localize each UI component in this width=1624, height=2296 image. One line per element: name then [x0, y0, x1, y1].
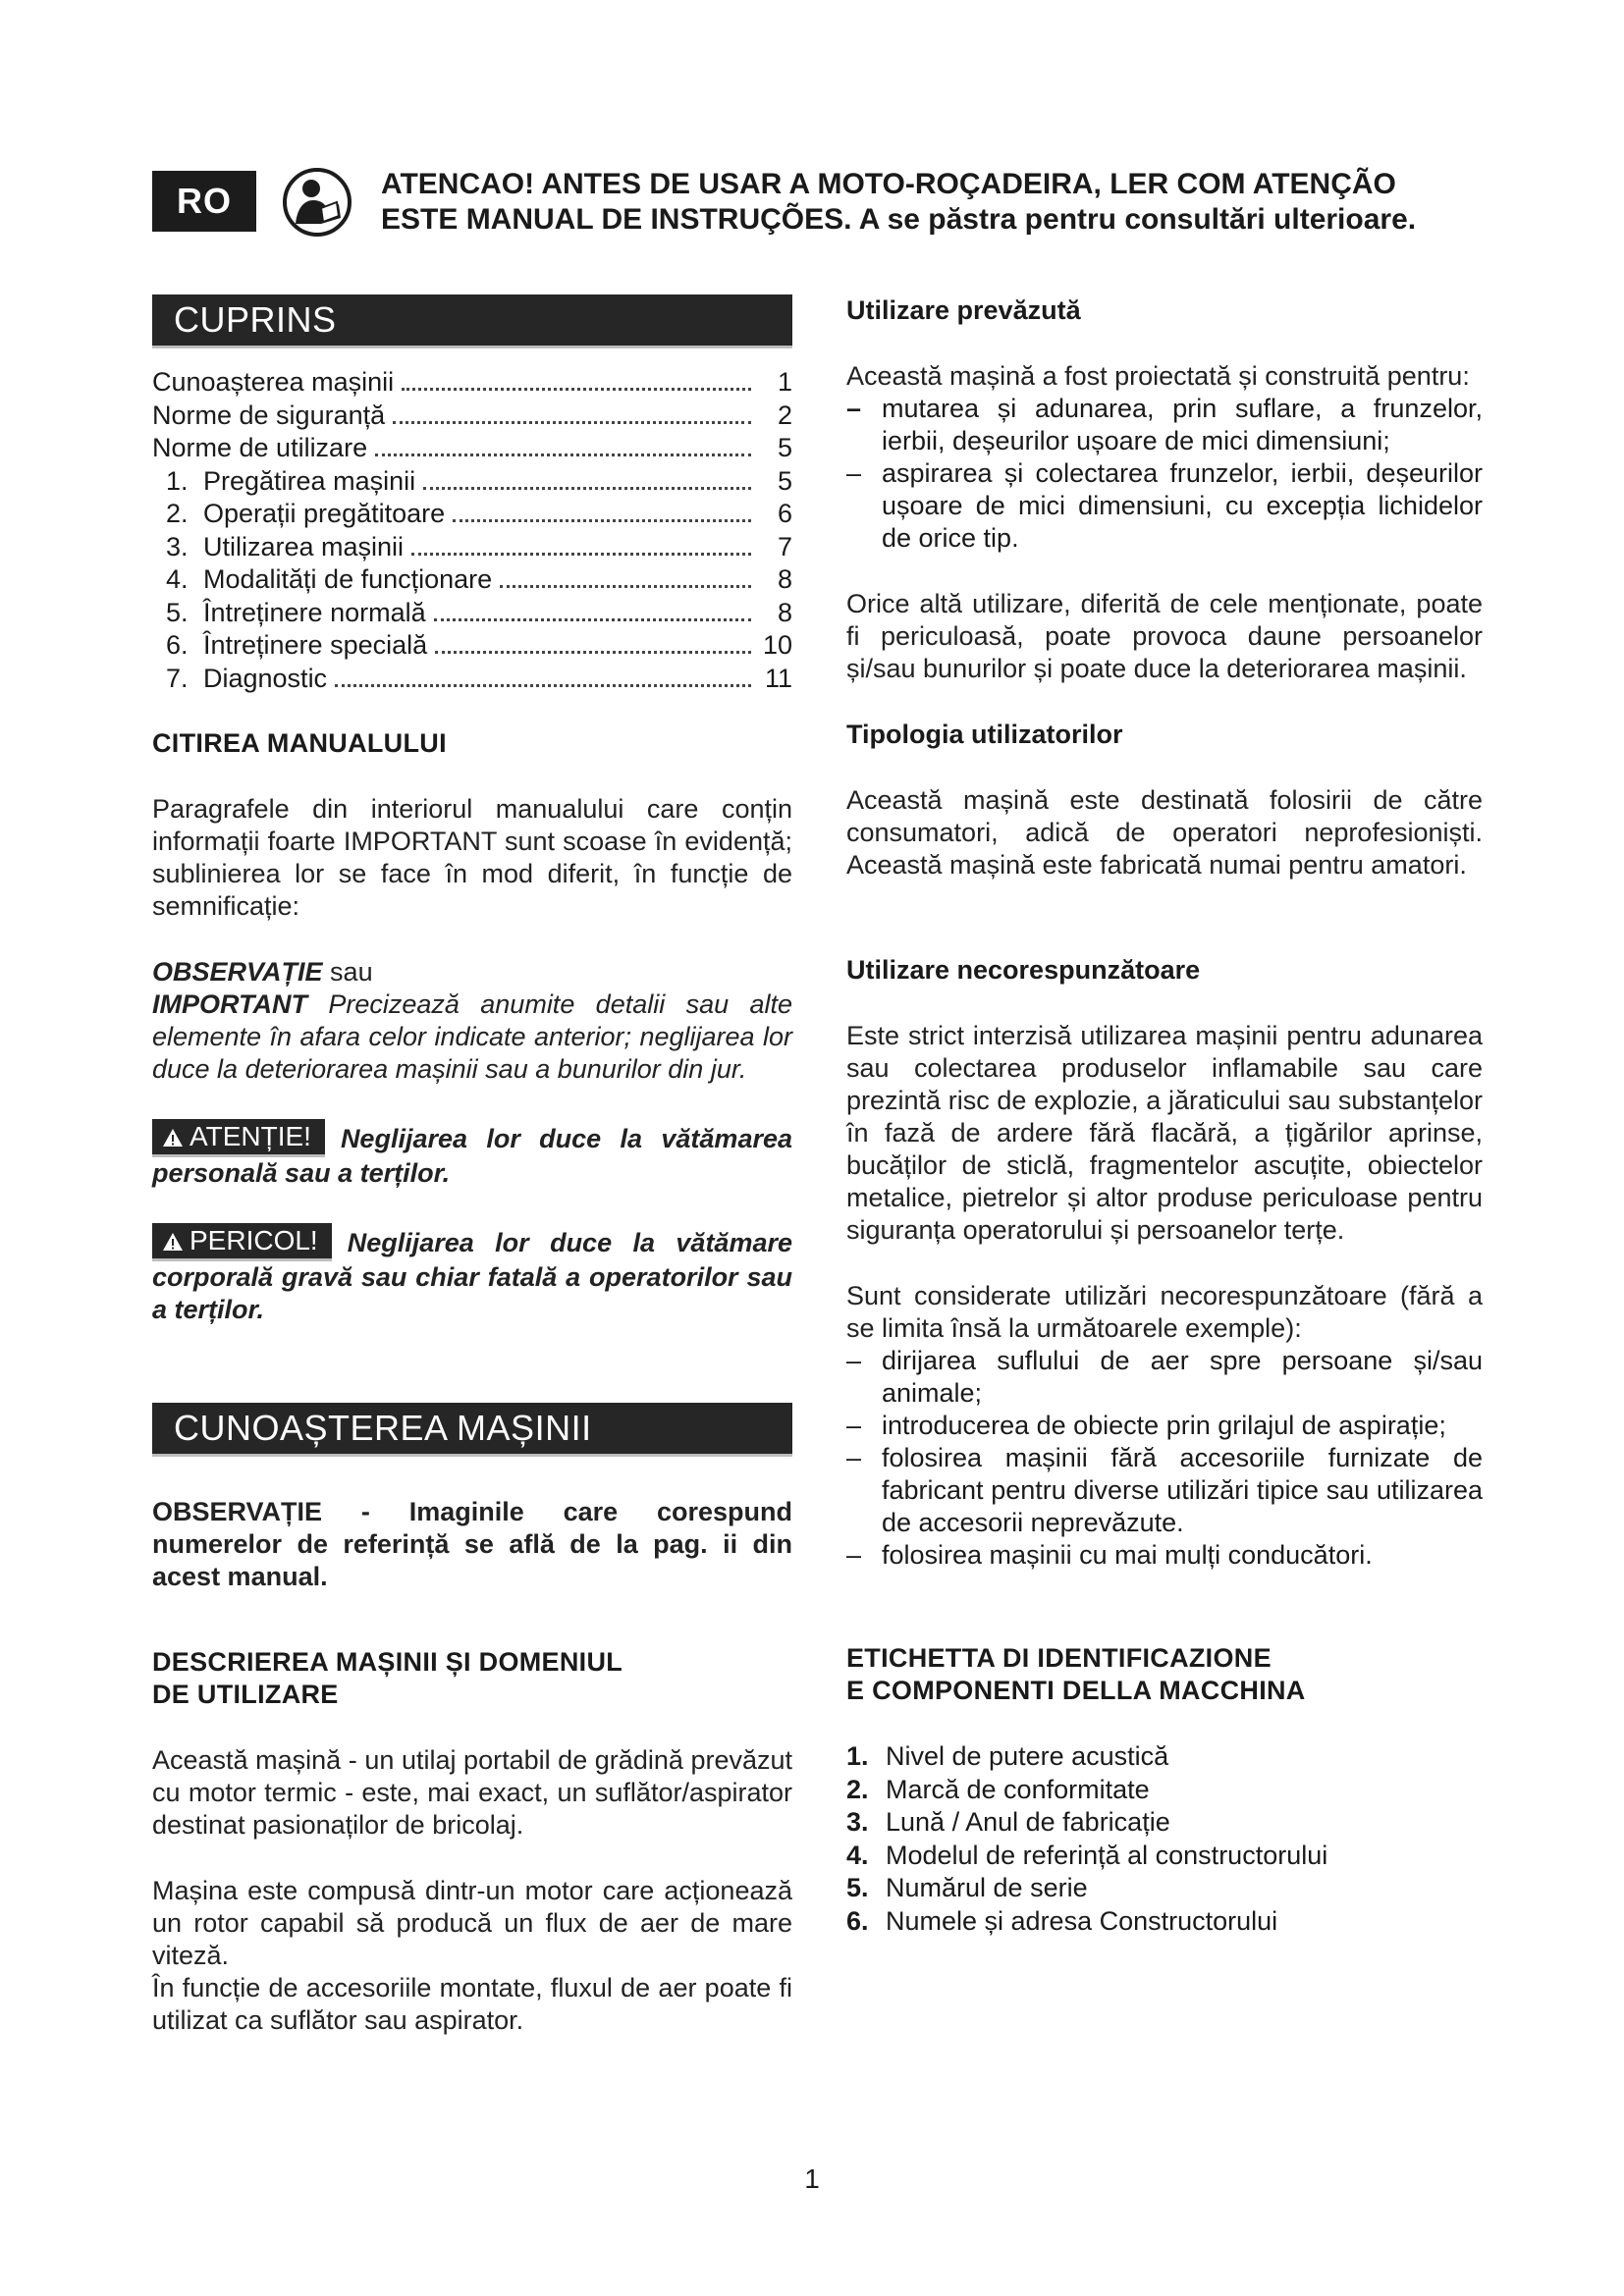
important-label: IMPORTANT [152, 989, 307, 1019]
description-paragraph-3: În funcție de accesoriile montate, fluxul de aer poate fi utilizat ca suflător sau aspirator. [152, 1973, 792, 2035]
attention-badge: ATENȚIE! [152, 1119, 325, 1157]
identification-label-heading: ETICHETTA DI IDENTIFICAZIONE E COMPONENTI DELLA MACCHINA [846, 1643, 1306, 1705]
or-word: sau [330, 957, 373, 987]
toc-item[interactable]: 6. Întreținere specială 10 [166, 630, 792, 660]
knowledge-note: OBSERVAȚIE - Imaginile care corespund numerelor de referință se află de la pag. ii din acest manual. [152, 1497, 792, 1591]
toc-item[interactable]: Norme de utilizare 5 [152, 433, 792, 462]
page-number: 1 [804, 2163, 820, 2194]
knowledge-title: CUNOAȘTEREA MAȘINII [152, 1403, 792, 1457]
toc-item[interactable]: 4. Modalități de funcționare 8 [166, 564, 792, 594]
list-item: 4. Modelul de referință al constructorului [846, 1840, 1328, 1870]
improper-use-paragraph-1: Este strict interzisă utilizarea mașinii pentru adunarea sau colectarea produselor inflamabile sau care prezintă risc de explozie, a jăraticului sau substanțelor în fază de ardere fără flacără, a țigărilor aprinse, bucăților de sticlă, fragmentelor ascuțite, obiectelor metalice, pietrelor și altor produse periculoase pentru siguranța operatorului și persoanelor terțe. [846, 1021, 1483, 1245]
header-line-1: ATENCAO! ANTES DE USAR A MOTO-ROÇADEIRA, LER COM ATENÇÃO [381, 168, 1396, 200]
language-badge: RO [152, 171, 256, 232]
danger-block [152, 1223, 792, 1326]
header-warning [381, 167, 1510, 238]
danger-text: Neglijarea lor duce la vătămare corporală gravă sau chiar fatală a operatorilor sau a terților. [152, 1228, 792, 1324]
left-column [152, 294, 792, 2037]
toc-item[interactable]: Norme de siguranță 2 [152, 400, 792, 430]
important-text: Precizează anumite detalii sau alte elemente în afara celor indicate anterior; neglijarea lor duce la deteriorarea mașinii sau a bunurilor din jur. [152, 989, 792, 1084]
warning-triangle-icon [162, 1128, 184, 1148]
toc-item[interactable]: 2. Operații pregătitoare 6 [166, 499, 792, 528]
description-paragraph-1: Această mașină - un utilaj portabil de grădină prevăzut cu motor termic - este, mai exact, un suflător/aspirator destinat pasionaților de bricolaj. [152, 1745, 792, 1840]
toc-item[interactable]: Cunoașterea mașinii 1 [152, 367, 792, 397]
intended-use-heading: Utilizare prevăzută [846, 295, 1081, 325]
toc-title: CUPRINS [152, 294, 792, 348]
warning-triangle-icon [162, 1232, 184, 1252]
label-components-list [846, 1740, 1483, 1938]
list-item: – introducerea de obiecte prin grilajul de aspirație; [846, 1411, 1446, 1440]
toc-item[interactable]: 7. Diagnostic 11 [166, 663, 792, 693]
read-manual-icon [282, 167, 352, 238]
danger-badge: PERICOL! [152, 1223, 332, 1261]
attention-block [152, 1119, 792, 1190]
list-item: 2. Marcă de conformitate [846, 1774, 1150, 1804]
toc-item[interactable]: 1. Pregătirea mașinii 5 [166, 465, 792, 496]
attention-text: Neglijarea lor duce la vătămarea personală sau a terților. [152, 1124, 792, 1188]
description-paragraph-2: Mașina este compusă dintr-un motor care acționează un rotor capabil să producă un flux de aer de mare viteză. [152, 1876, 792, 1970]
table-of-contents [152, 366, 792, 695]
users-text: Această mașină este destinată folosirii de către consumatori, adică de operatori neprofesioniști. Această mașină este fabricată numai pentru amatori. [846, 785, 1483, 880]
improper-use-paragraph-2: Sunt considerate utilizări necorespunzătoare (fără a se limita însă la următoarele exemple): [846, 1281, 1483, 1343]
list-item: – dirijarea suflului de aer spre persoane și/sau animale; [846, 1346, 1483, 1408]
intended-use-warning: Orice altă utilizare, diferită de cele menționate, poate fi periculoasă, poate provoca daune persoanelor și/sau bunurilor și poate duce la deteriorarea mașinii. [846, 589, 1483, 683]
list-item: 1. Nivel de putere acustică [846, 1741, 1169, 1771]
list-item: 3. Lună / Anul de fabricație [846, 1807, 1170, 1837]
observation-label: OBSERVAȚIE [152, 957, 323, 987]
reading-intro: Paragrafele din interiorul manualului care conțin informații foarte IMPORTANT sunt scoase în evidență; sublinierea lor se face în mod diferit, în funcție de semnificație: [152, 794, 792, 921]
right-column [846, 294, 1483, 1938]
list-item: – folosirea mașinii fără accesoriile furnizate de fabricant pentru diverse utilizări tipice sau utilizarea de accesorii neprevăzute. [846, 1443, 1483, 1537]
intended-use-intro: Această mașină a fost proiectată și construită pentru: [846, 361, 1470, 391]
improper-use-list [846, 1345, 1483, 1572]
toc-item[interactable]: 5. Întreținere normală 8 [166, 597, 792, 627]
improper-use-heading: Utilizare necorespunzătoare [846, 955, 1201, 985]
list-item: 5. Numărul de serie [846, 1873, 1088, 1902]
toc-item[interactable]: 3. Utilizarea mașinii 7 [166, 531, 792, 561]
list-item: – mutarea și adunarea, prin suflare, a frunzelor, ierbii, deșeurilor ușoare de mici dimensiuni; [846, 394, 1483, 455]
description-heading: DESCRIEREA MAȘINII ȘI DOMENIUL DE UTILIZARE [152, 1647, 623, 1709]
list-item: – folosirea mașinii cu mai mulți conducători. [846, 1540, 1373, 1570]
list-item: – aspirarea și colectarea frunzelor, ierbii, deșeurilor ușoare de mici dimensiuni, cu excepția lichidelor de orice tip. [846, 458, 1483, 553]
header-line-2: ESTE MANUAL DE INSTRUÇÕES. A se păstra pentru consultări ulterioare. [381, 203, 1417, 236]
list-item: 6. Numele și adresa Constructorului [846, 1905, 1278, 1936]
observation-block [152, 956, 792, 1086]
intended-use-list [846, 393, 1483, 555]
users-heading: Tipologia utilizatorilor [846, 720, 1123, 749]
reading-heading: CITIREA MANUALULUI [152, 728, 447, 758]
